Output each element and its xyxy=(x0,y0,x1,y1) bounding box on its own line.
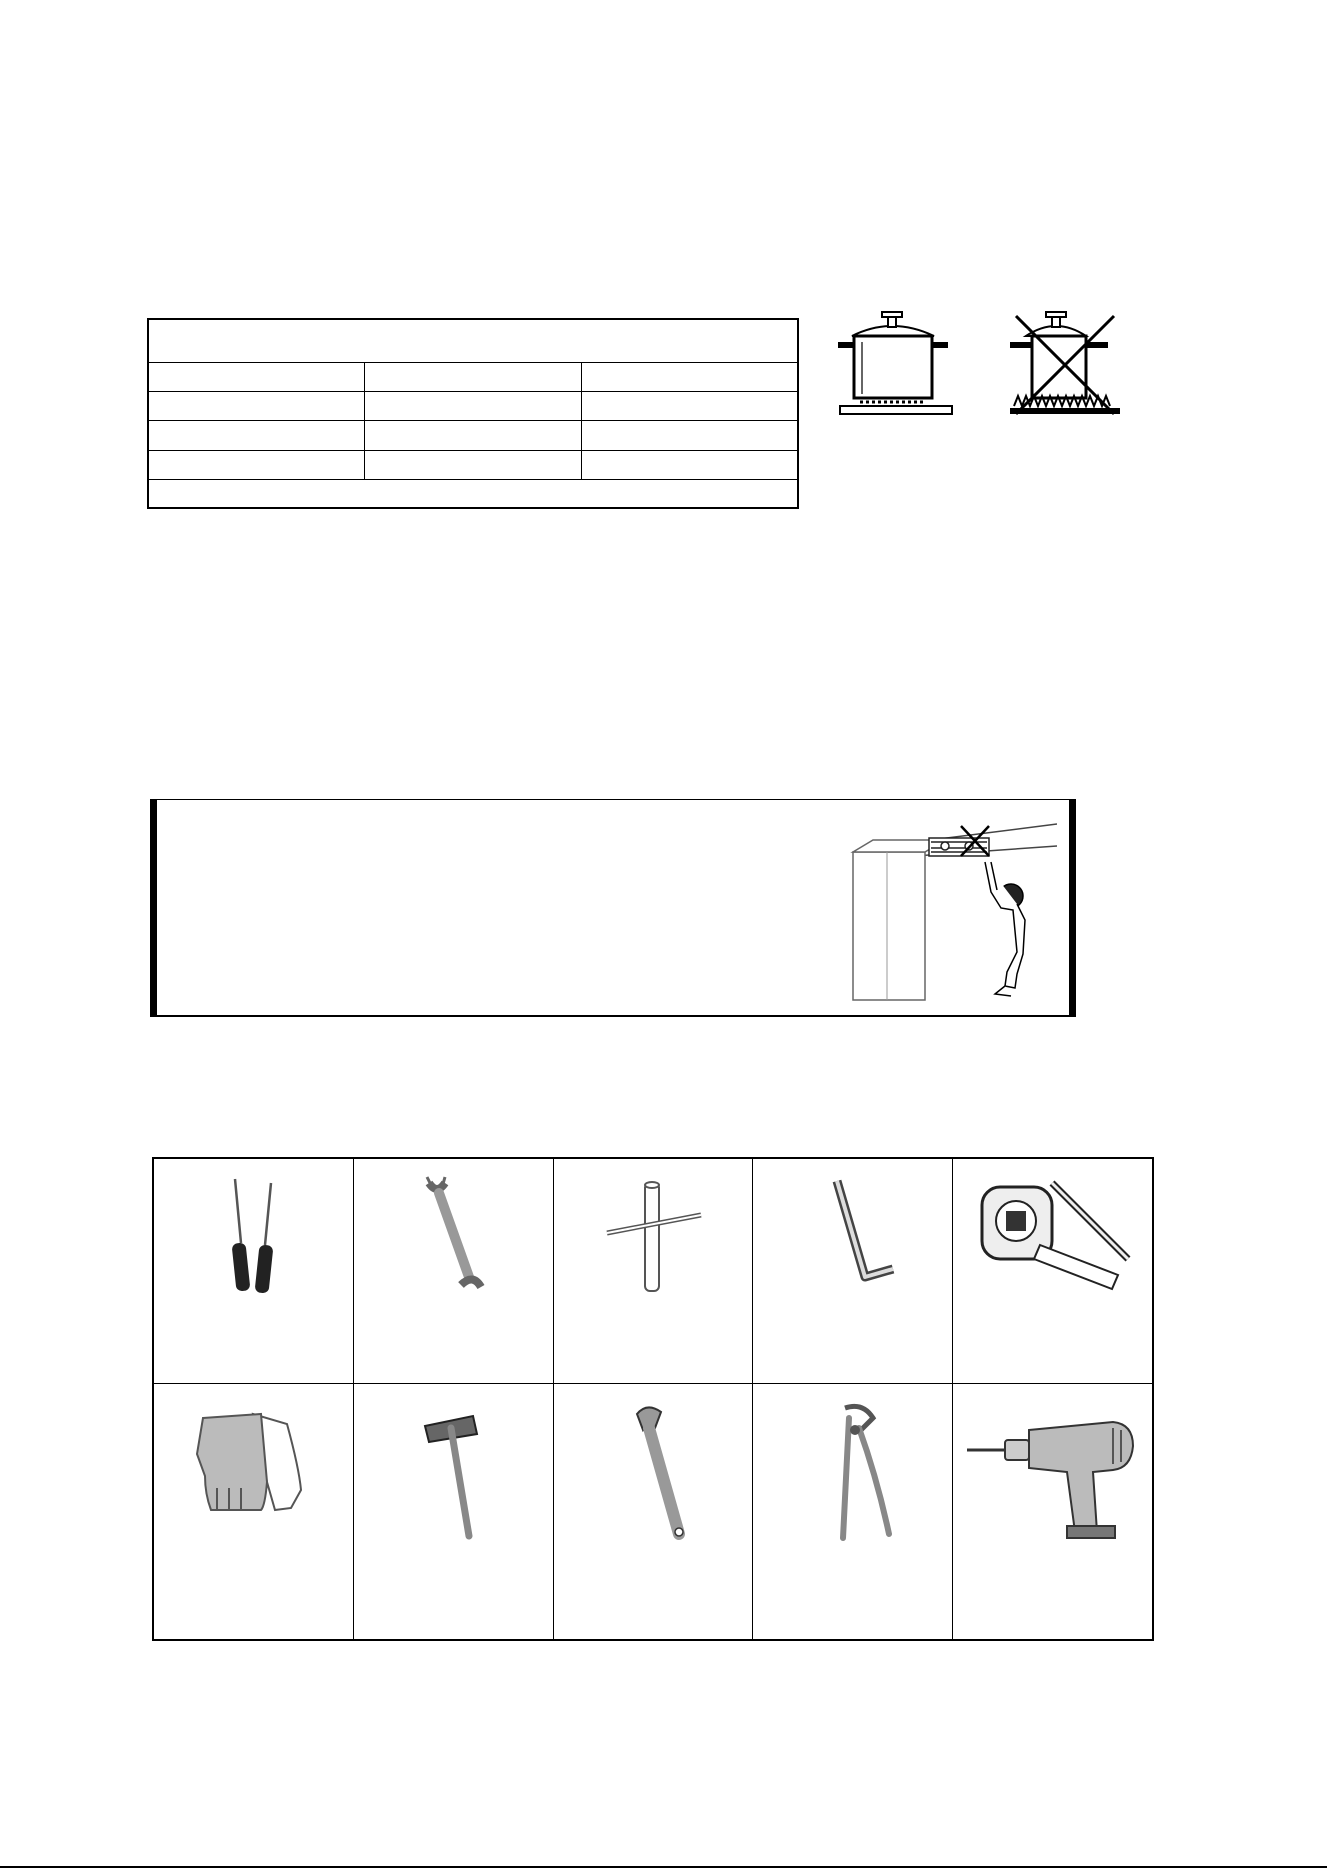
pot-on-burner-correct-icon xyxy=(838,310,958,433)
tool-cell xyxy=(353,1159,553,1384)
table-cell xyxy=(365,392,581,421)
hex-key-icon xyxy=(793,1173,913,1303)
warning-box xyxy=(150,799,1076,1017)
burner-table xyxy=(147,318,799,509)
tool-cell xyxy=(753,1159,953,1384)
tools-grid xyxy=(152,1157,1154,1641)
gloves-icon xyxy=(183,1398,323,1528)
adjustable-wrench-icon xyxy=(593,1398,713,1548)
screwdrivers-icon xyxy=(193,1173,313,1303)
table-cell xyxy=(149,363,365,392)
table-cell xyxy=(365,421,581,451)
pliers-icon xyxy=(793,1398,913,1548)
table-title xyxy=(149,320,798,363)
table-footer xyxy=(149,480,798,508)
tool-cell xyxy=(353,1383,553,1639)
table-cell xyxy=(149,421,365,451)
tape-measure-pencil-icon xyxy=(968,1173,1138,1303)
tool-cell xyxy=(953,1159,1153,1384)
table-cell xyxy=(581,451,797,480)
open-end-wrench-icon xyxy=(393,1173,513,1303)
tool-cell xyxy=(953,1383,1153,1639)
socket-wrench-icon xyxy=(593,1173,713,1303)
tool-cell xyxy=(553,1159,753,1384)
pot-on-burner-incorrect-icon xyxy=(1008,310,1128,433)
hammer-icon xyxy=(393,1398,513,1548)
child-reaching-hob-icon xyxy=(845,812,1057,1017)
table-cell xyxy=(581,392,797,421)
table-cell xyxy=(149,451,365,480)
tool-cell xyxy=(553,1383,753,1639)
tool-cell xyxy=(154,1383,354,1639)
drill-icon xyxy=(963,1398,1143,1548)
table-cell xyxy=(581,363,797,392)
table-cell xyxy=(149,392,365,421)
table-cell xyxy=(365,363,581,392)
table-cell xyxy=(365,451,581,480)
tool-cell xyxy=(154,1159,354,1384)
tool-cell xyxy=(753,1383,953,1639)
table-cell xyxy=(581,421,797,451)
